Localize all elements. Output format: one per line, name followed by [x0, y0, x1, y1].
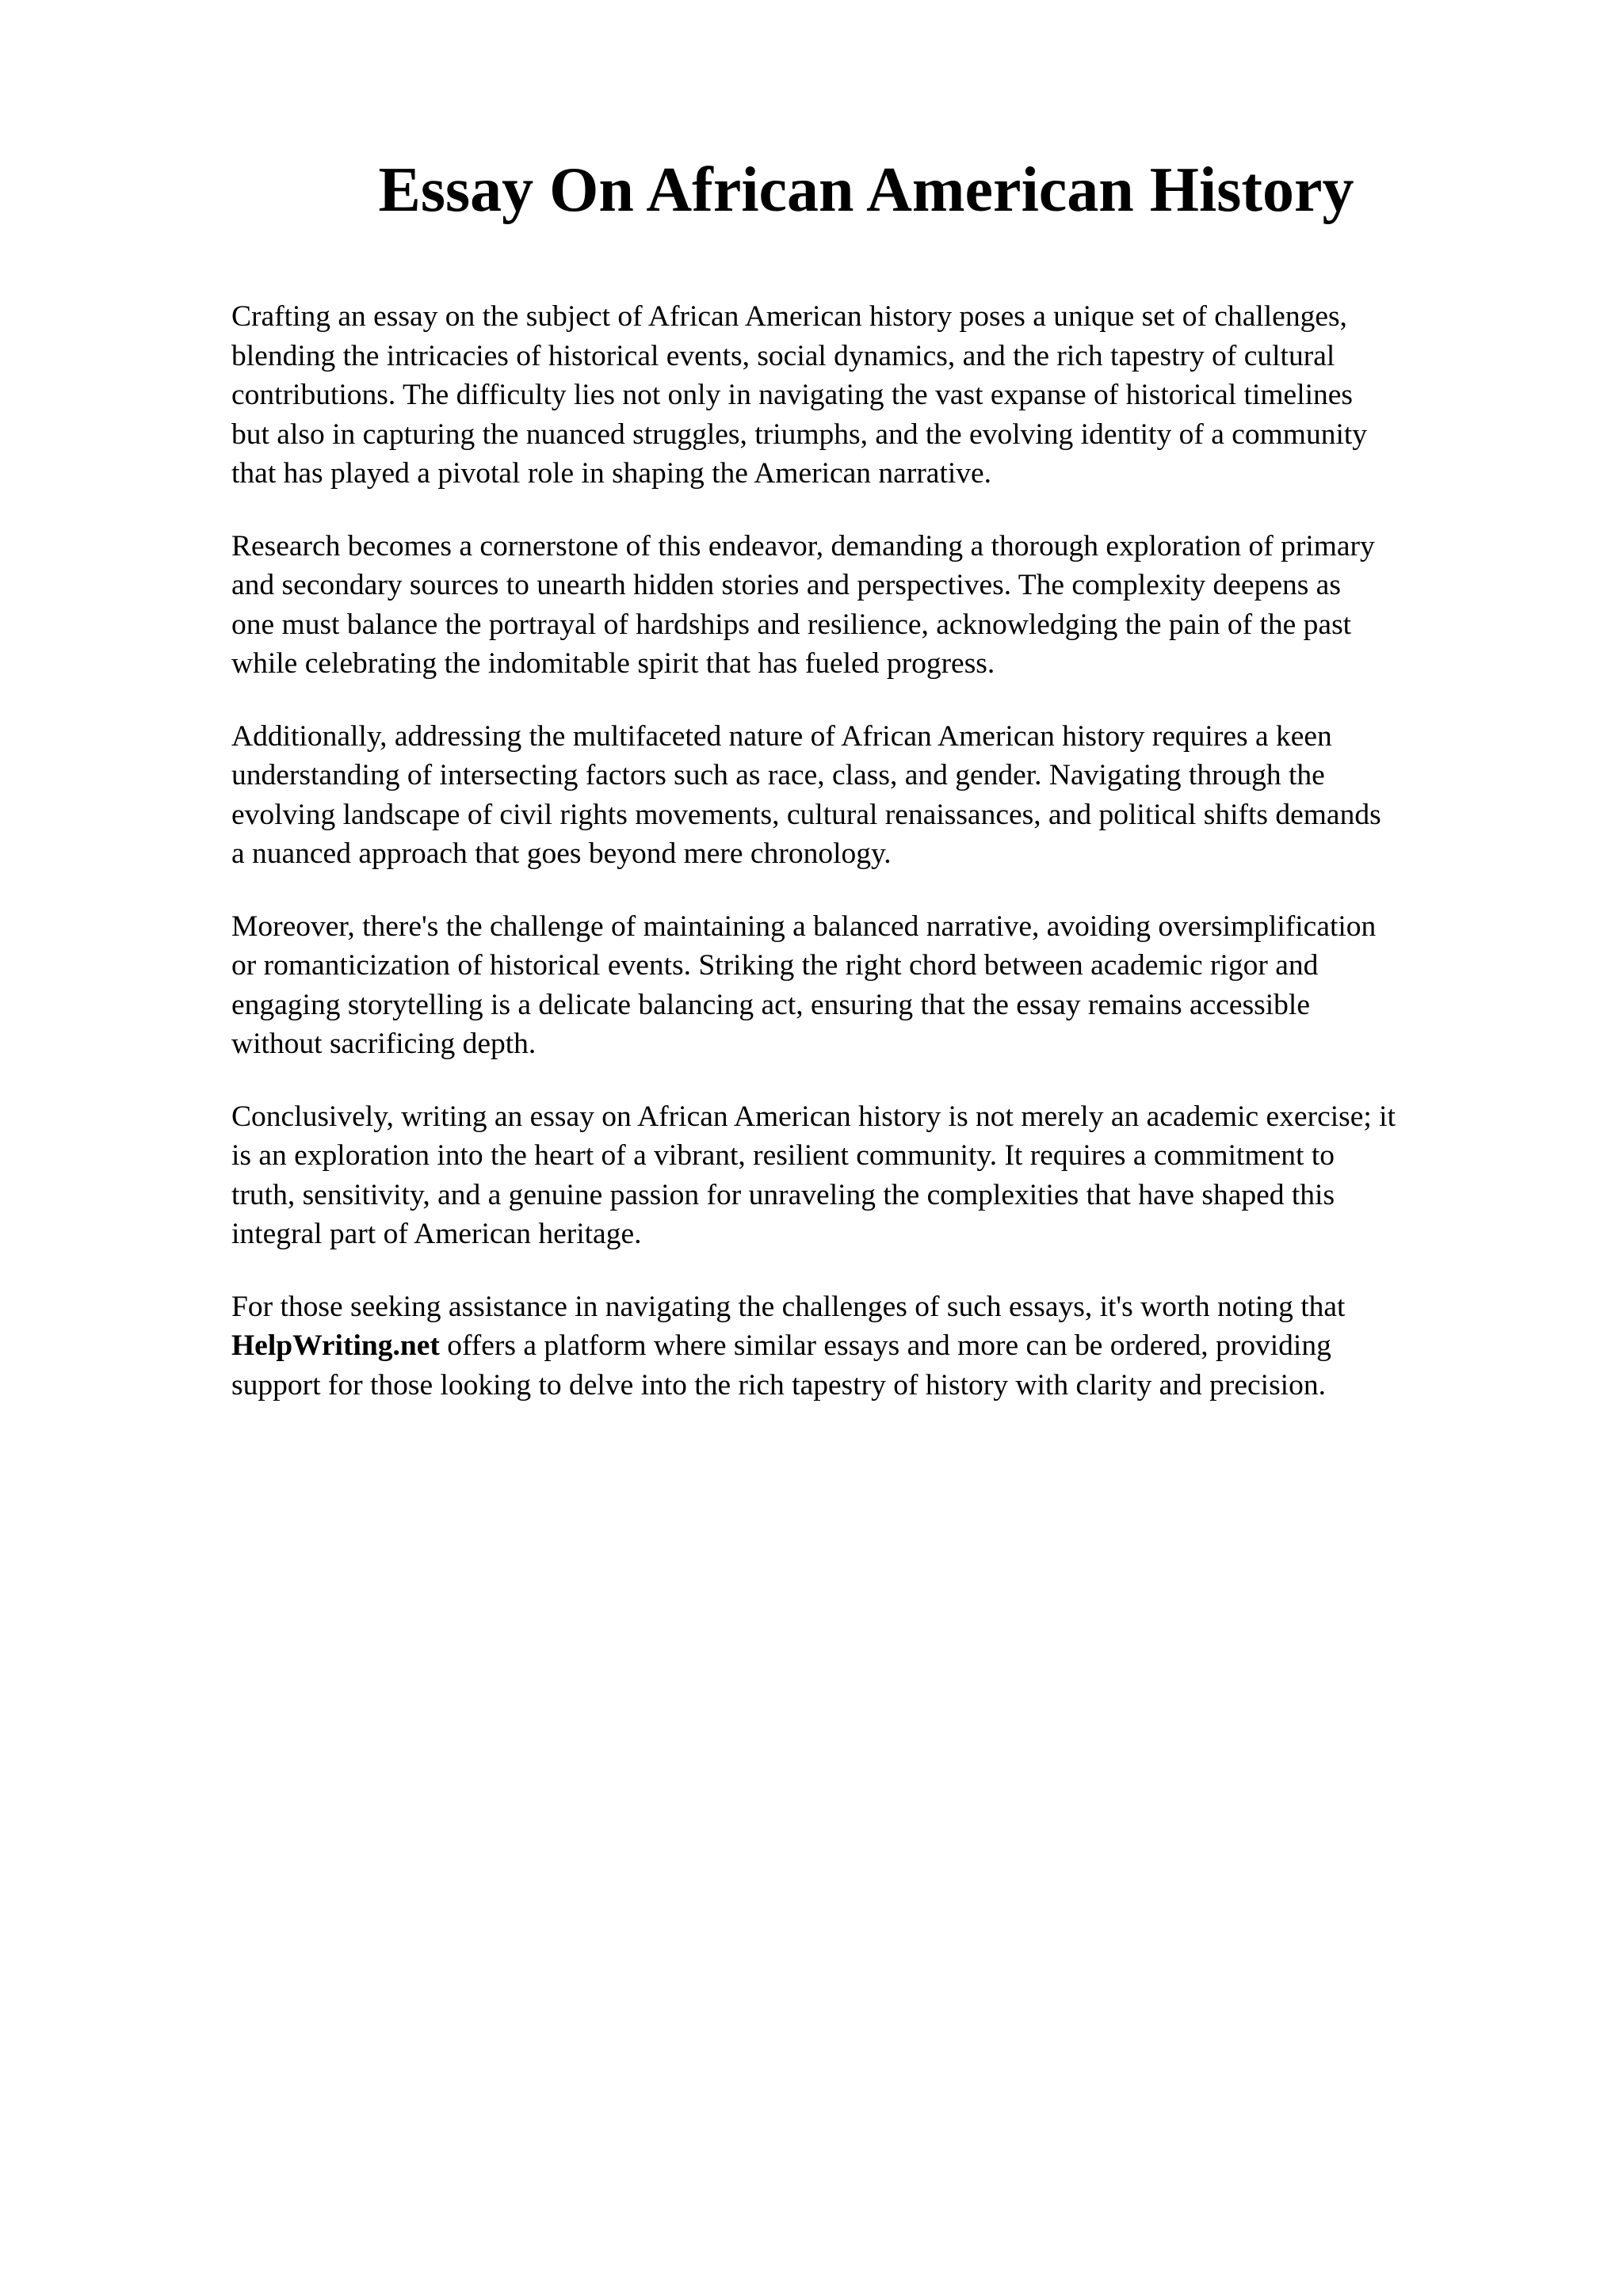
essay-body: [231, 297, 1531, 1438]
text-line: Research becomes a cornerstone of this endeavor, demanding a thorough exploration of primary: [231, 529, 1375, 563]
paragraph-2: [231, 527, 1531, 684]
text-line: that has played a pivotal role in shaping the American narrative.: [231, 457, 992, 490]
closing-paragraph: [231, 1287, 1531, 1405]
text-line: is an exploration into the heart of a vibrant, resilient community. It requires a commitment to: [231, 1139, 1335, 1172]
text-line-with-brand: [231, 1326, 1531, 1366]
paragraph-5: [231, 1097, 1531, 1254]
paragraph-3: [231, 717, 1531, 874]
text-line: but also in capturing the nuanced struggles, triumphs, and the evolving identity of a community: [231, 418, 1368, 451]
text-line: while celebrating the indomitable spirit that has fueled progress.: [231, 647, 995, 680]
text-line: and secondary sources to unearth hidden stories and perspectives. The complexity deepens as: [231, 569, 1341, 601]
text-line: Crafting an essay on the subject of African American history poses a unique set of challenges,: [231, 300, 1347, 333]
text-line: engaging storytelling is a delicate balancing act, ensuring that the essay remains accessible: [231, 988, 1310, 1021]
text-line: a nuanced approach that goes beyond mere chronology.: [231, 837, 892, 870]
text-line: or romanticization of historical events. Striking the right chord between academic rigor and: [231, 949, 1319, 982]
paragraph-4: [231, 907, 1531, 1064]
text-line: truth, sensitivity, and a genuine passion for unraveling the complexities that have shaped this: [231, 1178, 1335, 1211]
text-line: Conclusively, writing an essay on African American history is not merely an academic exercise; it: [231, 1100, 1396, 1133]
text-line: Additionally, addressing the multifaceted nature of African American history requires a keen: [231, 719, 1332, 753]
page-title: Essay On African American History: [378, 155, 1354, 225]
paragraph-1: [231, 297, 1531, 494]
brand-name: HelpWriting.net: [231, 1329, 440, 1362]
text-line: one must balance the portrayal of hardships and resilience, acknowledging the pain of the past: [231, 608, 1352, 641]
text-line: support for those looking to delve into the rich tapestry of history with clarity and precision.: [231, 1368, 1326, 1402]
text-line: understanding of intersecting factors such as race, class, and gender. Navigating through the: [231, 759, 1325, 791]
text-line: blending the intricacies of historical events, social dynamics, and the rich tapestry of cultural: [231, 339, 1335, 372]
text-line: evolving landscape of civil rights movements, cultural renaissances, and political shifts demands: [231, 798, 1381, 831]
text-line: For those seeking assistance in navigating the challenges of such essays, it's worth noting that: [231, 1290, 1346, 1323]
text-line: Moreover, there's the challenge of maintaining a balanced narrative, avoiding oversimplification: [231, 910, 1377, 943]
brand-line-rest: offers a platform where similar essays and more can be ordered, providing: [439, 1329, 1331, 1362]
text-line: contributions. The difficulty lies not only in navigating the vast expanse of historical timelines: [231, 379, 1354, 411]
text-line: integral part of American heritage.: [231, 1218, 642, 1250]
text-line: without sacrificing depth.: [231, 1028, 537, 1060]
